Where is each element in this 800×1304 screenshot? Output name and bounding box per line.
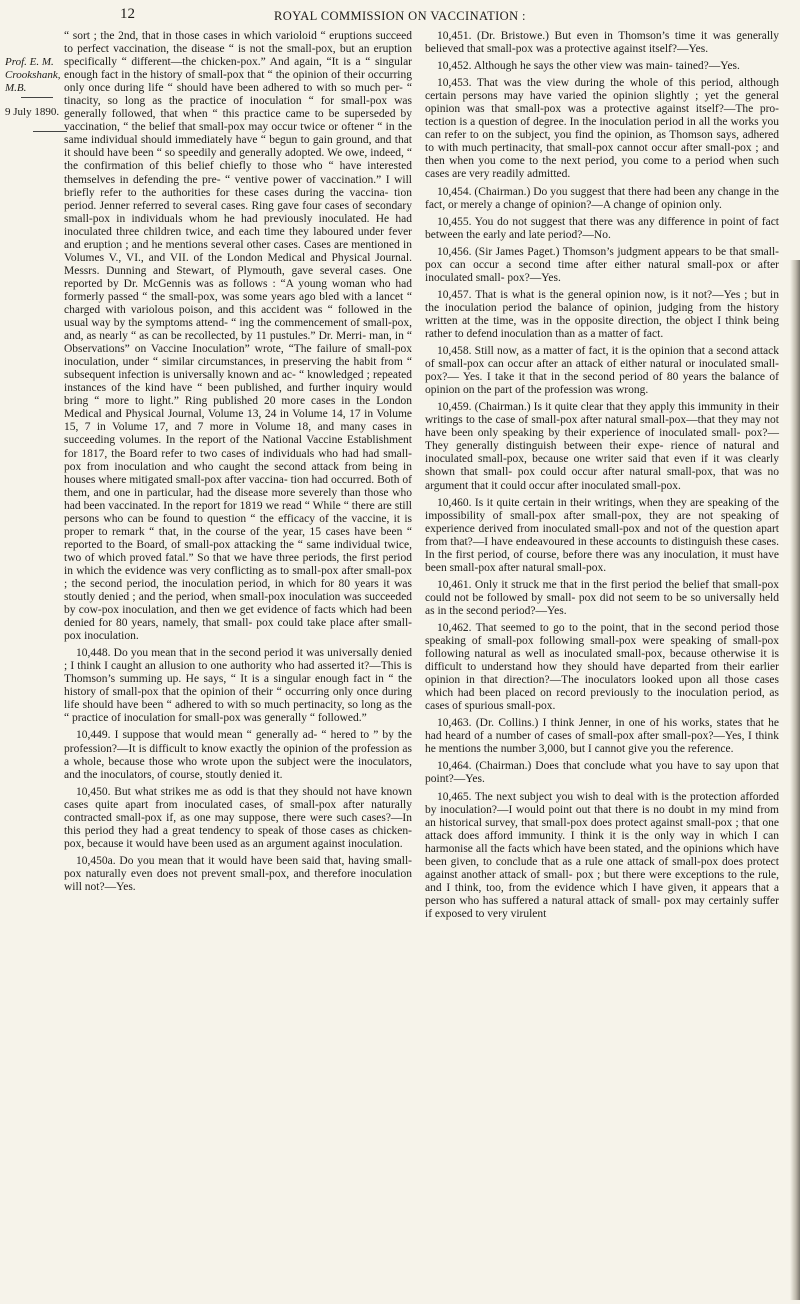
paragraph: 10,452. Although he says the other view was main- tained?—Yes. — [437, 60, 740, 73]
margin-rule — [21, 97, 53, 98]
paragraph: 10,457. That is what is the general opinion now, is it not?—Yes ; but in the inoculation period the balance of opinion, judging from the history written at the time, was in the opposite direction, the object I think being rather to defend inoculation than as a matter of fact. — [425, 288, 779, 340]
margin-note — [5, 56, 63, 132]
page-header — [0, 6, 800, 24]
paragraph: 10,458. Still now, as a matter of fact, it is the opinion that a second attack of small-pox can occur after an attack of either natural or inoculated small-pox?— Yes. I take it that in the second period of 80 years the balance of opinion on the part of the profession was wrong. — [425, 345, 779, 397]
witness-name: Prof. E. M. Crookshank, M.B. — [5, 56, 61, 94]
paragraph: 10,455. You do not suggest that there was any difference in point of fact between the early and late period?—No. — [425, 215, 779, 241]
paragraph: 10,454. (Chairman.) Do you suggest that there had been any change in the fact, or merely a change of opinion?—A change of opinion only. — [425, 185, 779, 211]
paragraph: 10,460. Is it quite certain in their writings, when they are speaking of the impossibility of small-pox after small-pox, they are not speaking of experience derived from inoculated small-pox and not of the question apart from that?—I have endeavoured in these accounts to distinguish these cases. In the first period, of course, before there was any inoculation, it must have been small-pox after natural small-pox. — [425, 496, 779, 574]
page-number: 12 — [120, 6, 135, 22]
paragraph: 10,463. (Dr. Collins.) I think Jenner, in one of his works, states that he had heard of a number of cases of small-pox after small-pox?—Yes, I think he mentions the number 3,000, but I cannot give you the reference. — [425, 717, 779, 756]
paragraph: 10,453. That was the view during the whole of this period, although certain persons may have varied the opinion slightly ; yet the general opinion was that small-pox was a protective against itself?—The pro- tection is a question of degree. In the inoculation period in all the works you can refer to on the subject, you find the opinion, as Thomson says, adhered to with much pertinacity, that small-pox cannot occur after small-pox ; and then when you come to the next period, you come to a period when such cases are very readily admitted. — [425, 77, 779, 181]
paragraph: 10,459. (Chairman.) Is it quite clear that they apply this immunity in their writings to the case of small-pox after natural small-pox—that they may not have been only speaking by their experience of inoculated small- pox?—They generally distinguish between their expe- rience of natural and inoculated small-pox, because one writer said that even if it was clearly shown that small- pox could occur after natural small-pox, that was no argument that it could occur after inoculated small-pox. — [425, 401, 779, 492]
page-edge-shadow — [790, 260, 800, 1300]
paragraph: 10,451. (Dr. Bristowe.) But even in Thomson’s time it was generally believed that small-pox was a protective against itself?—Yes. — [425, 30, 779, 56]
margin-rule — [33, 131, 67, 132]
paragraph: “ sort ; the 2nd, that in those cases in which varioloid “ eruptions succeed to perfect vaccination, the disease “ is not the small-pox, but an eruption specifically “ different—the chicken-pox.” And again, “It is a “ singular enough fact in the history of small-pox that “ the opinion of their occurring only once during life “ should have been adhered to with so much per- “ tinacity, so long as the practice of inoculation “ for small-pox was generally followed, that when “ this practice came to be superseded by vaccination, “ the belief that small-pox may occur twice or oftener “ in the same individual should immediately have “ begun to gain ground, and that it should have been “ so speedily and generally adopted. We owe, indeed, “ the confirmation of this belief chiefly to those who “ have interested themselves in defending the pre- “ ventive power of vaccination.” I will briefly refer to the authorities for these cases during the vaccina- tion period. Jenner referred to several cases. Ring gave four cases of secondary small-pox in individuals whom he had previously inoculated. He had inoculated three children twice, and each time they laboured under fever and eruption ; and he mentions several other cases. Cases are mentioned in Volumes V., VI., and VII. of the London Medical and Physical Journal. Messrs. Dunning and Stewart, of Plymouth, gave several cases. One reported by Dr. McGennis was as follows : “A young woman who had formerly passed “ the small-pox, was some years ago bled with a lancet “ charged with variolous poison, and this accident was “ followed in the usual way by the symptoms attend- “ ing the commencement of small-pox, and, as nearly “ as can be recollected, by 11 pustules.” Dr. Merri- man, in “ Observations” on Vaccine Inoculation” wrote, “The failure of small-pox inoculation, under “ similar circumstances, in preserving the habit from “ subsequent infection is universally known and ac- “ knowledged ; repeated instances of the kind have “ been published, and further inquiry would bring “ more to light.” Ring published 20 more cases in the London Medical and Physical Journal, Volume 13, 24 in Volume 14, 17 in Volume 15, 7 in Volume 17, and 7 more in Volume 18, and many cases in succeeding volumes. In the report of the National Vaccine Establishment for 1817, the Board refer to two cases of individuals who had had small-pox from inoculation and who caught the second attack from being in houses where mitigated small-pox after vaccina- tion had occurred. Both of them, and one in particular, had the disease more severely than those who had been vaccinated. In the report for 1819 we read “ While “ there are still persons who can be found to question “ the efficacy of the vaccine, it is proper to remark “ that, in the course of the year, 15 cases have been “ reported to the Board, of small-pox attacking the “ same individual twice, two of which proved fatal.” So that we have three periods, the first period in which the evidence was very conflicting as to small-pox after small-pox ; the second period, the inoculation period, in which for 80 years it was stoutly denied ; and the period, when small-pox inoculation was succeeded by cow-pox inoculation, and then we get evidence of facts which had been denied for 80 years, namely, that small- pox could take place after small-pox inoculation. — [64, 30, 412, 643]
paragraph: 10,465. The next subject you wish to deal with is the protection afforded by inoculation?—I would point out that there is no doubt in my mind from an historical survey, that small-pox does protect against small-pox ; that one attack does afford immunity. I think it is the only way in which I can harmonise all the facts which have been stated, and the opinions which have been given, to conclude that as a rule one attack of small-pox does protect against another attack of small- pox ; but there were exceptions to the rule, and I think, too, from the evidence which I have given, it appears that a person who has suffered a natural attack of small- pox may certainly suffer if exposed to very virulent — [425, 790, 779, 920]
paragraph: 10,456. (Sir James Paget.) Thomson’s judgment appears to be that small-pox can occur a second time after either natural small-pox or after inoculated small- pox?—Yes. — [425, 245, 779, 284]
right-column — [425, 30, 779, 925]
running-head: ROYAL COMMISSION ON VACCINATION : — [274, 9, 526, 23]
paragraph: 10,448. Do you mean that in the second period it was universally denied ; I think I caught an allusion to one authority who had asserted it?—This is Thomson’s summing up. He says, “ It is a singular enough fact in “ the history of small-pox that the opinion of their “ occurring only once during life should have been “ adhered to with so much pertinacity, so long as the “ practice of inoculation for small-pox was generally “ followed.” — [64, 647, 412, 725]
paragraph: 10,464. (Chairman.) Does that conclude what you have to say upon that point?—Yes. — [425, 760, 779, 786]
left-column — [64, 30, 412, 898]
evidence-date: 9 July 1890. — [5, 106, 60, 118]
paragraph: 10,462. That seemed to go to the point, that in the second period those speaking of small-pox following small-pox were speaking of small-pox following natural as well as inoculated small-pox, because otherwise it is difficult to understand how they should have departed from their earlier opinion in that direction?—The inoculators looked upon all those cases which had been placed on record previously to the inoculation period, as cases of spurious small-pox. — [425, 621, 779, 713]
paragraph: 10,450a. Do you mean that it would have been said that, having small-pox naturally even does not prevent small-pox, and therefore inoculation will not?—Yes. — [64, 854, 412, 893]
paragraph: 10,461. Only it struck me that in the first period the belief that small-pox could not be followed by small- pox did not seem to be so universally held as in the second period?—Yes. — [425, 578, 779, 617]
paragraph: 10,450. But what strikes me as odd is that they should not have known cases quite apart from inoculated cases, of small-pox after naturally contracted small-pox if, as one may suppose, there were such cases?—In this period they had a great tendency to speak of those cases as chicken-pox, because it would have been used as an argument against inoculation. — [64, 785, 412, 850]
paragraph: 10,449. I suppose that would mean “ generally ad- “ hered to ” by the profession?—It is difficult to know exactly the opinion of the profession as a whole, because those who wrote upon the subject were the inoculators, and the inoculators, of course, stoutly denied it. — [64, 729, 412, 781]
